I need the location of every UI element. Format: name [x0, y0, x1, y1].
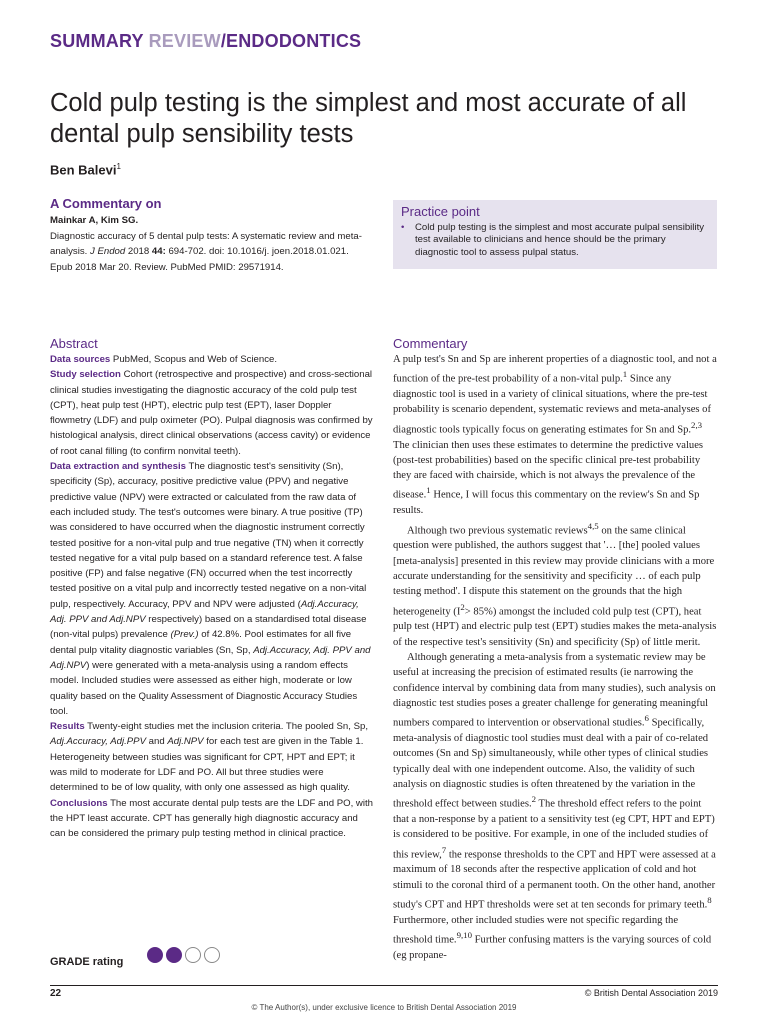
grade-dot-filled — [166, 947, 182, 963]
citation-text: Diagnostic accuracy of 5 dental pulp tests: A systematic review and meta-analysis. — [50, 230, 362, 257]
paragraph-text: Specifically, meta-analysis of diagnostic tool studies must deal with a pair of co-related outcomes (Sn and Sp) simultaneously, while other types of clinical studies typically deal with one independent outcome. Also, the validity of such analysis on diagnostic studies is often threatened by the variation in the threshold effect between studies. — [393, 717, 709, 810]
abstract-extraction — [50, 459, 374, 719]
practice-point-text: Cold pulp testing is the simplest and most accurate pulpal sensibility test available to clinicians and hence should be the primary diagnostic tool to assess pulpal status. — [415, 222, 705, 258]
abstract-data-sources — [50, 352, 374, 367]
conclusions-text: The most accurate dental pulp tests are the LDF and PO, with the HPT least accurate. CPT has generally high diagnostic accuracy and can be considered the primary pulp testing method in clinical practice. — [50, 797, 373, 840]
article-title: Cold pulp testing is the simplest and most accurate of all dental pulp sensibility tests — [50, 89, 687, 148]
extraction-text: ) were generated with a meta-analysis using a random effects model. Included studies were assessed as either high, moderate or low quality based on the Quality Assessment of Diagnostic Accuracy Studies tool. — [50, 659, 358, 717]
grade-dot-empty — [185, 947, 201, 963]
extraction-italic: Adj.Accuracy, Adj. PPV and Adj.NPV — [50, 644, 371, 671]
practice-point-item — [401, 222, 709, 259]
paragraph-text: The threshold effect refers to the point that a non-response by a patient to a sensitivity test (eg CPT, HPT and EPT) is considered to be positive. For example, in one of the included studies of this review, — [393, 798, 715, 861]
abstract-conclusions — [50, 796, 374, 842]
paragraph-text: The clinician then uses these estimates to determine the predictive values (post-test probabilities) based on the specific clinical pre-test probability they are faced with chairside, which is not always the prevalence of the disease. — [393, 439, 704, 501]
section-summary: SUMMARY — [50, 31, 149, 51]
paragraph-text: Although generating a meta-analysis from a systematic review may be useful at increasing the precision of estimated results (ie narrowing the confidence interval by combining data from many studies), such analysis on diagnostic test studies poses a greater challenge for generating meaningful numbers compared to intervention or observational studies. — [393, 652, 716, 729]
results-text: Twenty-eight studies met the inclusion criteria. The pooled Sn, Sp, — [84, 721, 369, 733]
commentary-paragraph-3 — [393, 650, 717, 963]
commentary-paragraph-2 — [393, 519, 717, 650]
section-separator: / — [220, 31, 227, 51]
paragraph-text: Further confusing matters is the varying sources of cold (eg propane- — [393, 934, 712, 961]
bullet-icon: • — [401, 222, 405, 233]
citation-volume: 44: — [151, 246, 166, 257]
section-header — [50, 31, 361, 52]
abstract-study-selection — [50, 367, 374, 459]
paragraph-text: Furthermore, other included studies were not specific regarding the threshold time. — [393, 914, 679, 946]
paragraph-text: the response thresholds to the CPT and HPT were assessed at a maximum of 18 seconds after the respective application of cold and hot stimuli to the coronal third of a permanent tooth. On the other hand, another study's CPT and HPT thresholds were set at ten seconds for primary teeth. — [393, 849, 716, 911]
extraction-italic: Adj.Accuracy, Adj. PPV and Adj.NPV — [50, 598, 359, 626]
grade-rating-label: GRADE rating — [50, 956, 124, 968]
study-selection-label: Study selection — [50, 369, 121, 381]
results-italic: Adj.Accuracy, Adj.PPV — [50, 736, 146, 748]
footer-copyright-center: © The Author(s), under exclusive licence to British Dental Association 2019 — [251, 1003, 517, 1012]
data-sources-text: PubMed, Scopus and Web of Science. — [110, 354, 278, 365]
results-label: Results — [50, 721, 85, 733]
commentary-on-heading: A Commentary on — [50, 196, 162, 211]
grade-dot-filled — [147, 947, 163, 963]
abstract-column — [50, 335, 374, 842]
practice-point-heading: Practice point — [401, 204, 480, 219]
grade-dot-empty — [204, 947, 220, 963]
citation-journal: J Endod — [90, 246, 126, 257]
reference-marker: 1 — [622, 369, 628, 380]
reference-marker: 2 — [531, 794, 537, 805]
abstract-results — [50, 719, 374, 795]
citation — [50, 229, 370, 276]
commentary-heading: Commentary — [393, 336, 468, 351]
results-text: and — [145, 736, 168, 748]
footer-copyright-right: © British Dental Association 2019 — [584, 988, 718, 998]
paragraph-text: Since any diagnostic tool is used in a variety of clinical situations, where the pre-test probability is scenario dependent, systematic reviews and meta-analyses of diagnostic tools typically focus on generating estimates for Sn and Sp. — [393, 373, 712, 436]
conclusions-label: Conclusions — [50, 797, 108, 809]
paragraph-text: A pulp test's Sn and Sp are inherent properties of a diagnostic tool, and not a function of the pre-test probability of a non-vital pulp. — [393, 354, 717, 385]
grade-rating-dots — [147, 947, 220, 963]
reference-marker: 9,10 — [456, 930, 473, 941]
page-number: 22 — [50, 988, 62, 999]
extraction-text: The diagnostic test's sensitivity (Sn), specificity (Sp), accuracy, positive predictive value (PPV) and negative predictive value (NPV) were extracted or calculated from the raw data of each included study. The test's outcomes were binary. A true positive (TP) was considered to have occurred when the diagnostic instrument correctly tested positive for a non-vital pulp and true negative (TN) when it correctly tested negative for a vital pulp based on a standard reference test. A false positive (FP) and false negative (FN) occurred when the test incorrectly tested positive on a vital pulp and incorrectly tested negative on a non-vital pulp, respectively. Accuracy, PPV and NPV were adjusted ( — [50, 461, 367, 610]
author-affiliation-marker: 1 — [116, 162, 121, 171]
cited-authors: Mainkar A, Kim SG. — [50, 215, 139, 226]
author — [50, 162, 121, 177]
extraction-label: Data extraction and synthesis — [50, 461, 186, 473]
section-review: REVIEW — [148, 31, 221, 51]
extraction-text: respectively) based on a standardised total disease (non-vital pulps) prevalence — [50, 614, 367, 641]
commentary-column — [393, 335, 717, 963]
citation-rest: 694-702. doi: 10.1016/j. joen.2018.01.021. Epub 2018 Mar 20. Review. PubMed PMID: 29571914. — [50, 246, 349, 273]
reference-marker: 4,5 — [587, 520, 599, 531]
reference-marker: 8 — [707, 895, 712, 906]
extraction-text: of 42.8%. Pool estimates for all five dental pulp vitality diagnostic variables (Sn, Sp, — [50, 629, 352, 656]
paragraph-text: Although two previous systematic reviews — [407, 525, 588, 537]
paragraph-text: > 85%) amongst the included cold pulp test (CPT), heat pulp test (HPT) and electric pulp test (EPT) studies makes the meta-analysis of the respective test's sensitivity (Sn) and specificity (Sp) of little merit. — [393, 606, 717, 648]
abstract-heading: Abstract — [50, 336, 98, 351]
results-italic: Adj.NPV — [167, 736, 204, 748]
results-text: for each test are given in the Table 1. Heterogeneity between studies was significant for CPT, HPT and EPT; it was mild to moderate for LDF and PO. All but three studies were determined to be of low quality, with only one assessed as high quality. — [50, 736, 364, 794]
commentary-paragraph-1 — [393, 352, 717, 519]
superscript: 2 — [460, 601, 465, 612]
section-topic: ENDODONTICS — [226, 31, 362, 51]
paragraph-text: Hence, I will focus this commentary on the review's Sn and Sp results. — [393, 489, 700, 517]
paragraph-text: on the same clinical question were published, the authors suggest that '… [the] pooled values [meta-analysis] presented in this review may provide clinicians with a more accurate understanding for the sensitivity and specificity … of each pulp testing method'. I dispute this statement on the grounds that the high heterogeneity (I — [393, 525, 715, 618]
footer-divider — [50, 985, 718, 986]
commentary-on-block — [50, 195, 370, 275]
study-selection-text: Cohort (retrospective and prospective) and cross-sectional clinical studies investigating the diagnostic accuracy of the cold pulp test (CPT), heat pulp test (HPT), electric pulp test (EPT), laser Doppler flowmetry (LDF) and pulp oximeter (PO). Pulpal diagnosis was confirmed by histological analysis, direct clinical observations (access cavity) or evidence of root canal filling (to confirm nonvital teeth). — [50, 369, 373, 457]
reference-marker: 6 — [644, 713, 649, 724]
practice-point-box — [393, 200, 717, 269]
data-sources-label: Data sources — [50, 354, 111, 365]
citation-year: 2018 — [125, 246, 152, 257]
reference-marker: 1 — [426, 485, 431, 496]
reference-marker: 2,3 — [691, 419, 703, 430]
reference-marker: 7 — [441, 844, 447, 855]
author-name: Ben Balevi — [50, 162, 117, 178]
extraction-italic: (Prev.) — [170, 629, 199, 641]
